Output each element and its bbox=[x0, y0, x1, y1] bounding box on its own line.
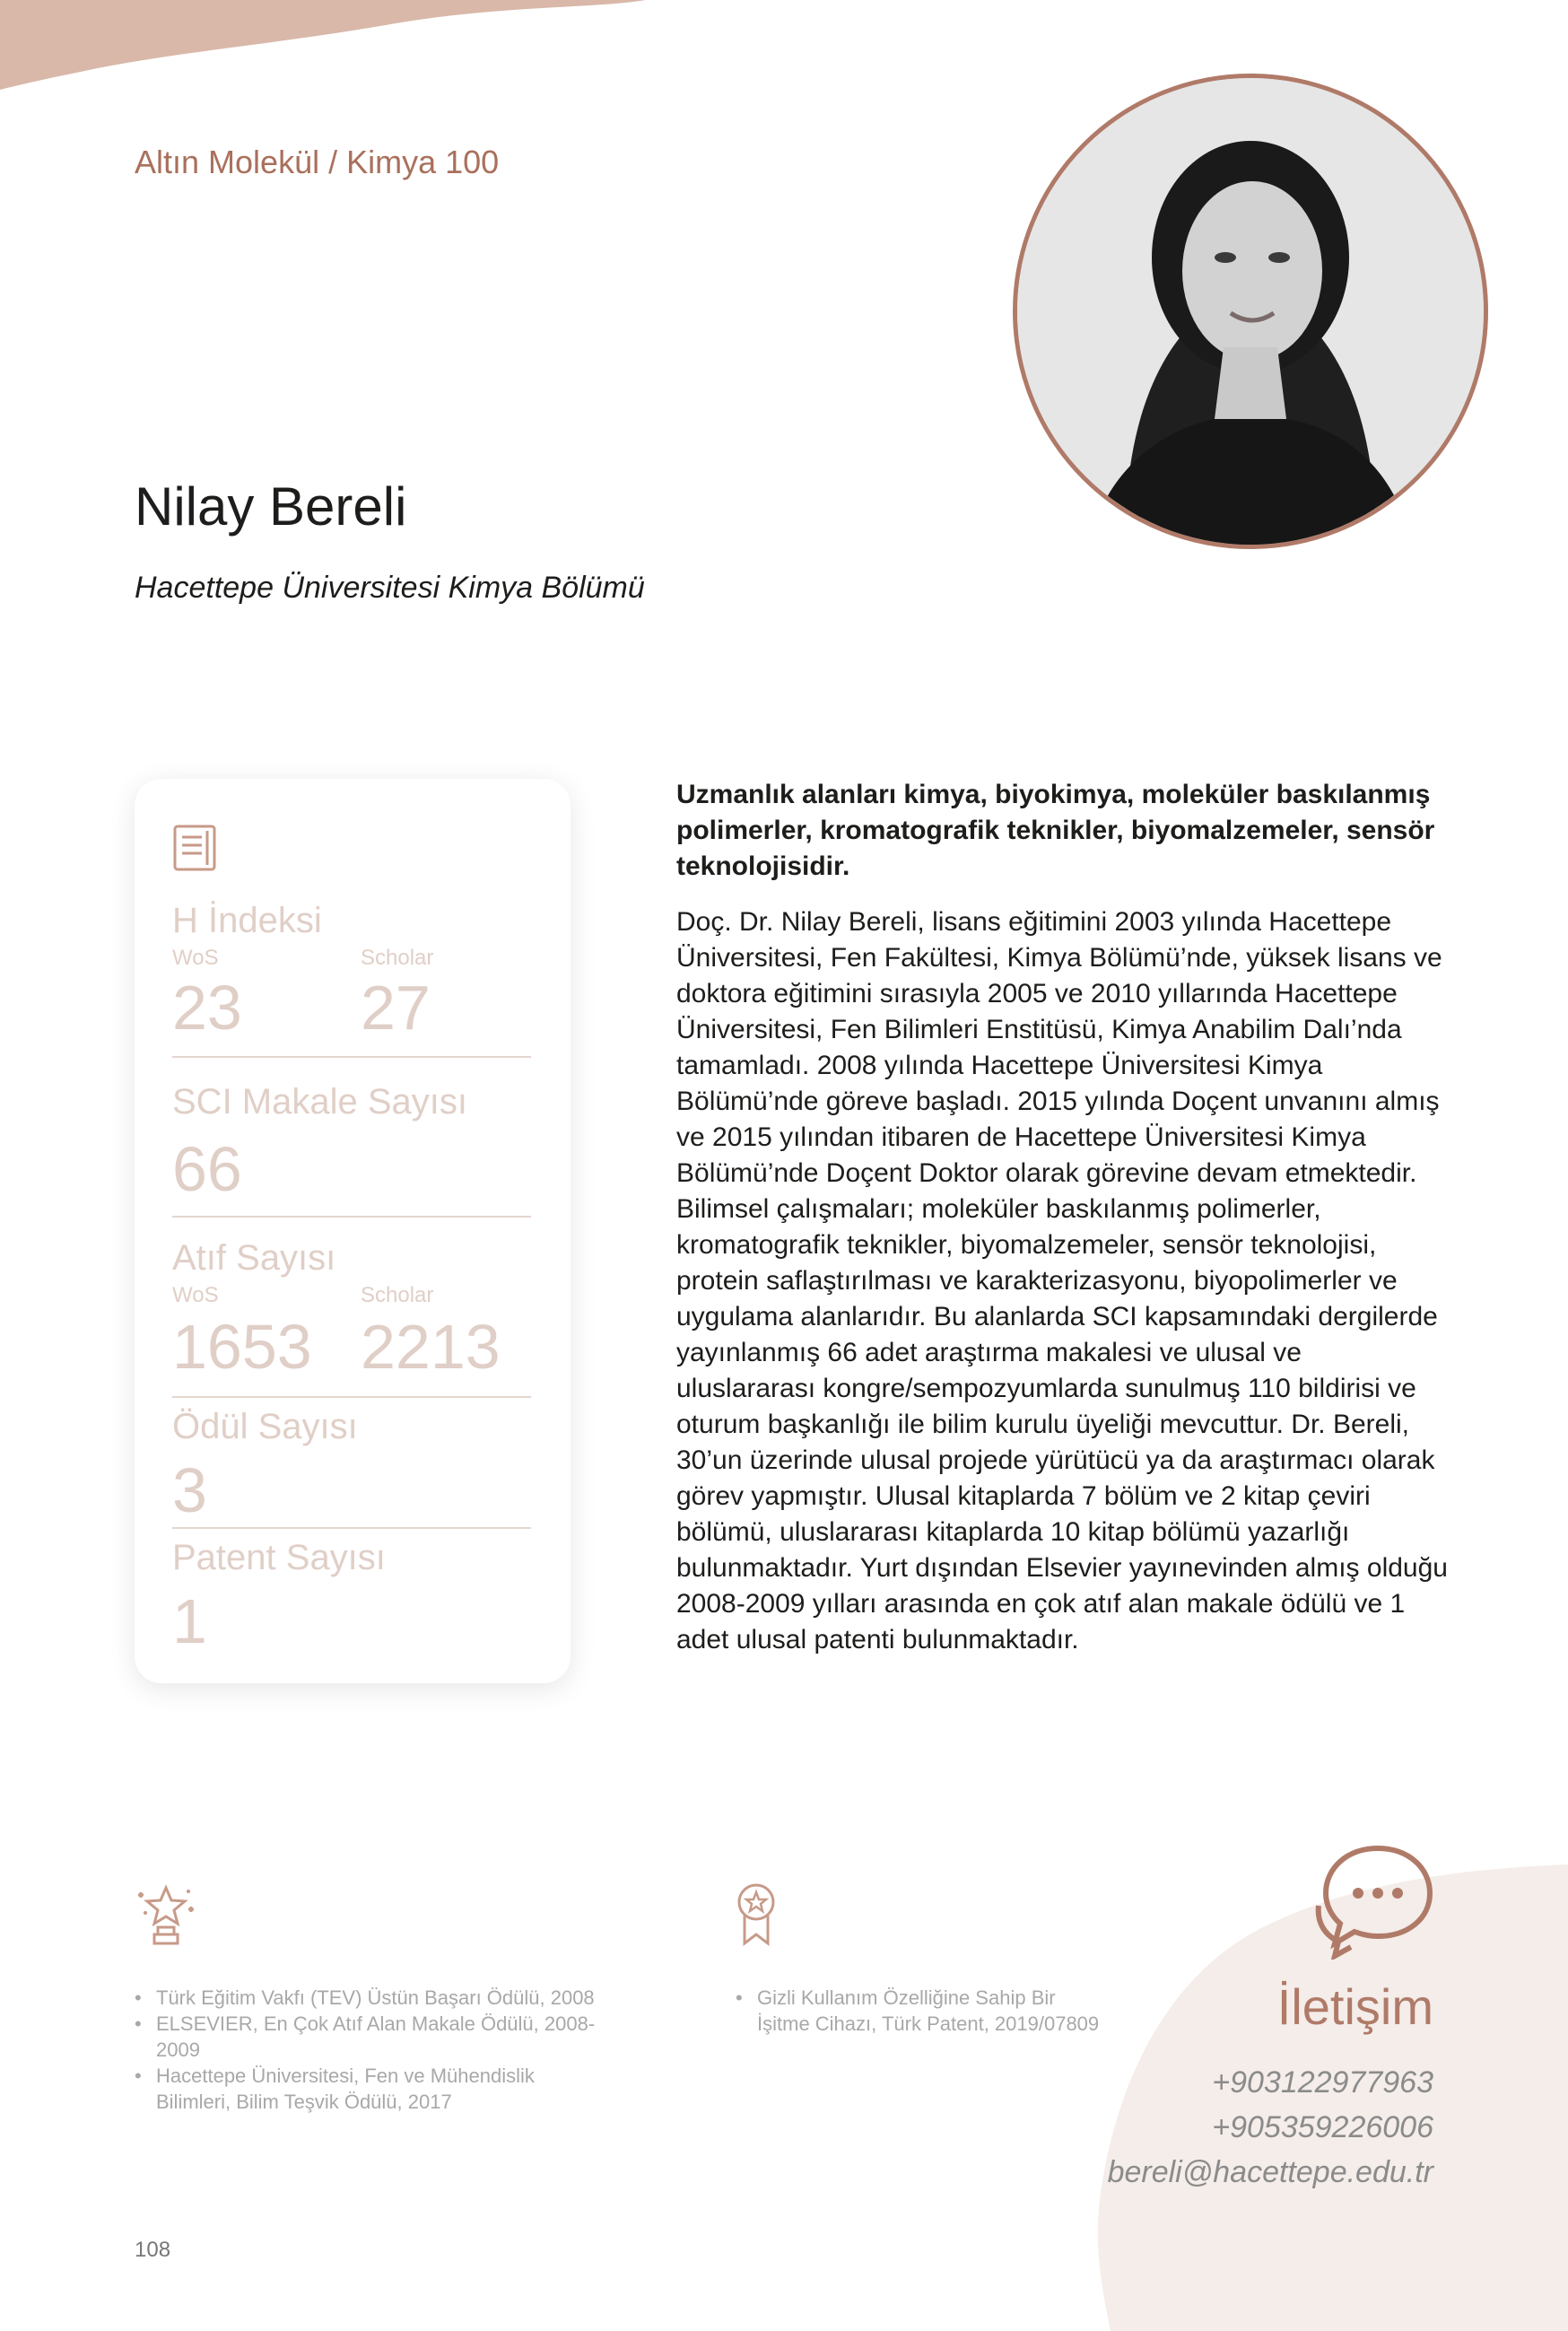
person-name: Nilay Bereli bbox=[135, 476, 407, 537]
awards-count-title: Ödül Sayısı bbox=[172, 1407, 358, 1446]
h-index-scholar-label: Scholar bbox=[361, 946, 434, 970]
sci-value: 66 bbox=[172, 1134, 242, 1204]
awards-count-value: 3 bbox=[172, 1455, 207, 1525]
series-title: Altın Molekül / Kimya 100 bbox=[135, 144, 500, 180]
awards-list bbox=[135, 1985, 601, 2115]
citations-wos-value: 1653 bbox=[172, 1312, 312, 1382]
stats-divider bbox=[172, 1216, 531, 1218]
document-icon bbox=[172, 824, 217, 872]
top-wave-decoration bbox=[0, 0, 646, 90]
profile-photo bbox=[1013, 74, 1488, 549]
h-index-wos-value: 23 bbox=[172, 973, 242, 1043]
h-index-title: H İndeksi bbox=[172, 901, 322, 940]
contact-phone-1[interactable]: +903122977963 bbox=[1212, 2065, 1433, 2100]
citations-scholar-value: 2213 bbox=[361, 1312, 501, 1382]
h-index-scholar-value: 27 bbox=[361, 973, 431, 1043]
biography-text: Doç. Dr. Nilay Bereli, lisans eğitimini 2003 yılında Hacettepe Üniversitesi, Fen Fakültesi, Kimya Bölümü’nde, yüksek lisans ve doktora eğitimini sırasıyla 2005 ve 2010 yıllarında Hacettepe Üniversitesi, Fen Bilimleri Enstitüsü, Kimya Anabilim Dalı’nda tamamladı. 2008 yılında Hacettepe Üniversitesi Kimya Bölümü’nde göreve başladı. 2015 yılında Doçent unvanını almış ve 2015 yılından itibaren de Hacettepe Üniversitesi Kimya Bölümü’nde Doçent Doktor olarak görevine devam etmektedir. Bilimsel çalışmaları; moleküler baskılanmış polimerler, kromatografik teknikler, biyomalzemeler, sensör teknolojisi, protein saflaştırılması ve karakterizasyonu, biyopolimerler ve uygulama alanlarıdır. Bu alanlarda SCI kapsamındaki dergilerde yayınlanmış 66 adet araştırma makalesi ve ulusal ve uluslararası kongre/sempozyumlarda sunulmuş 110 bildirisi ve oturum başkanlığı ile bilim kurulu üyeliği mevcuttur. Dr. Bereli, 30’un üzerinde ulusal projede yürütücü ya da araştırmacı olarak görev yapmıştır. Ulusal kitaplarda 7 bölüm ve 2 kitap çeviri bölümü, uluslararası kitaplarda 10 kitap bölümü yazarlığı bulunmaktadır. Yurt dışından Elsevier yayınevinden almış olduğu 2008-2009 yılları arasında en çok atıf alan makale ödülü ve 1 adet ulusal patenti bulunmaktadır. bbox=[676, 907, 1448, 1654]
person-affiliation: Hacettepe Üniversitesi Kimya Bölümü bbox=[135, 571, 645, 605]
trophy-star-icon bbox=[135, 1882, 197, 1947]
expertise-summary: Uzmanlık alanları kimya, biyokimya, moleküler baskılanmış polimerler, kromatografik teknikler, biyomalzemeler, sensör teknolojisidir. bbox=[676, 780, 1435, 881]
citations-scholar-label: Scholar bbox=[361, 1283, 434, 1307]
ribbon-badge-icon bbox=[736, 1882, 777, 1947]
patents-count-title: Patent Sayısı bbox=[172, 1538, 386, 1577]
stats-divider bbox=[172, 1527, 531, 1529]
patent-item: • Gizli Kullanım Özelliğine Sahip Bir İşitme Cihazı, Türk Patent, 2019/07809 bbox=[736, 1985, 1112, 2037]
stats-divider bbox=[172, 1056, 531, 1058]
contact-heading: İletişim bbox=[1276, 1978, 1433, 2035]
award-item: • Türk Eğitim Vakfı (TEV) Üstün Başarı Ödülü, 2008 bbox=[135, 1985, 601, 2011]
contact-email[interactable]: bereli@hacettepe.edu.tr bbox=[1107, 2155, 1433, 2189]
patents-count-value: 1 bbox=[172, 1586, 207, 1656]
citations-wos-label: WoS bbox=[172, 1283, 219, 1307]
award-item: • Hacettepe Üniversitesi, Fen ve Mühendislik Bilimleri, Bilim Teşvik Ödülü, 2017 bbox=[135, 2063, 601, 2115]
citations-title: Atıf Sayısı bbox=[172, 1238, 336, 1278]
h-index-wos-label: WoS bbox=[172, 946, 219, 970]
stats-divider bbox=[172, 1396, 531, 1398]
award-item: • ELSEVIER, En Çok Atıf Alan Makale Ödülü, 2008-2009 bbox=[135, 2011, 601, 2063]
patents-list bbox=[736, 1985, 1112, 2037]
contact-phone-2[interactable]: +905359226006 bbox=[1212, 2110, 1433, 2144]
page-number: 108 bbox=[135, 2238, 171, 2262]
chat-bubbles-icon bbox=[1315, 1841, 1441, 1960]
sci-title: SCI Makale Sayısı bbox=[172, 1082, 468, 1122]
